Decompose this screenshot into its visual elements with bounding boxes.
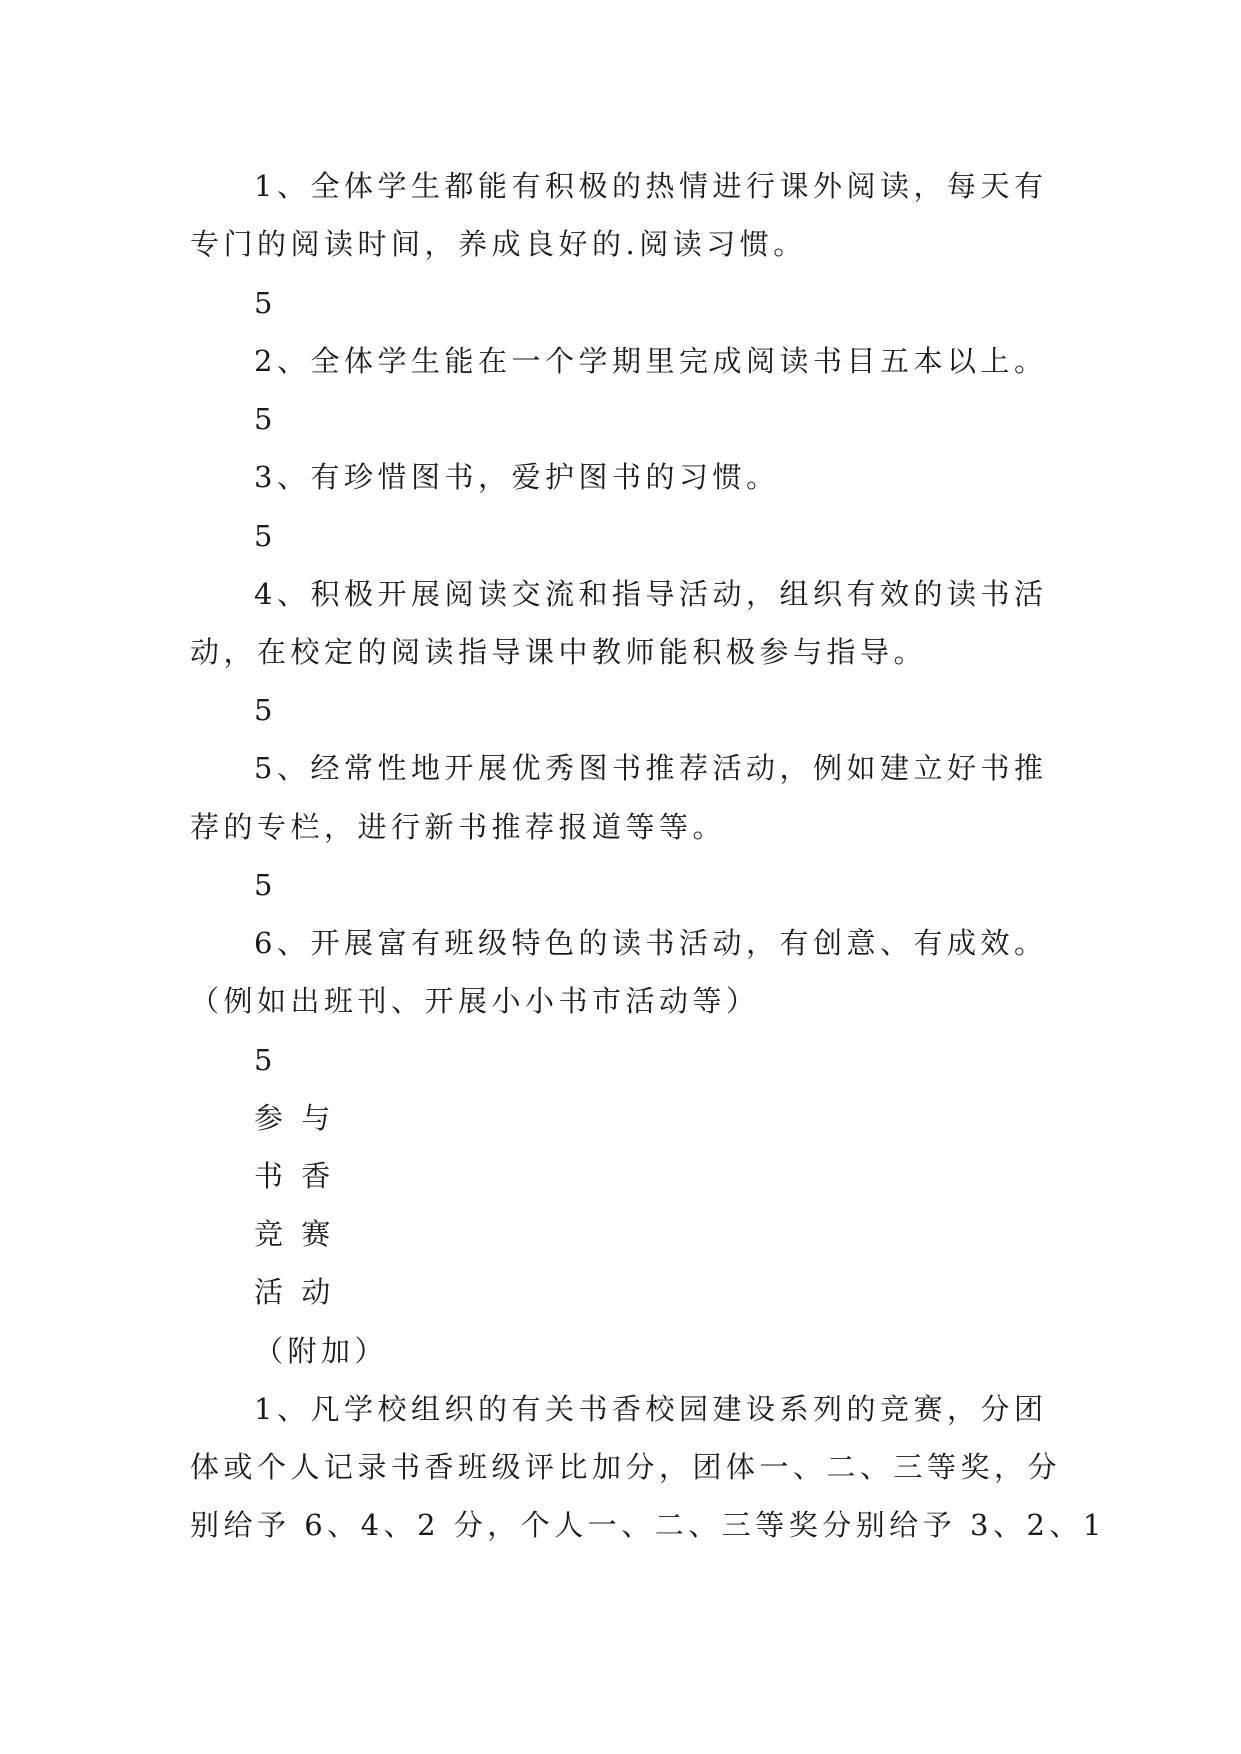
criterion-5-line-1: 5、经常性地开展优秀图书推荐活动，例如建立好书推 (254, 751, 1048, 785)
criterion-1-line-1: 1、全体学生都能有积极的热情进行课外阅读，每天有 (254, 169, 1048, 203)
criterion-2-score: 5 (254, 402, 273, 436)
criterion-4-line-1: 4、积极开展阅读交流和指导活动，组织有效的读书活 (254, 577, 1048, 611)
criterion-6-line-2: （例如出班刊、开展小小书市活动等） (190, 984, 760, 1018)
criterion-1-score: 5 (254, 286, 273, 320)
criterion-2-line-1: 2、全体学生能在一个学期里完成阅读书目五本以上。 (254, 344, 1048, 378)
criterion-4-line-2: 动，在校定的阅读指导课中教师能积极参与指导。 (190, 635, 928, 669)
bonus-rule-line-2: 体或个人记录书香班级评比加分，团体一、二、三等奖，分 (190, 1450, 1062, 1484)
criterion-3-score: 5 (254, 519, 273, 553)
bonus-rule-line-1: 1、凡学校组织的有关书香校园建设系列的竞赛，分团 (254, 1392, 1048, 1426)
criterion-5-score: 5 (254, 868, 273, 902)
category-line-3: 竞 赛 (254, 1217, 335, 1251)
category-note: （附加） (254, 1334, 389, 1368)
criterion-1-line-2: 专门的阅读时间，养成良好的.阅读习惯。 (190, 227, 807, 261)
bonus-rule-line-3: 别给予 6、4、2 分，个人一、二、三等奖分别给予 3、2、1 (190, 1508, 1106, 1542)
criterion-6-line-1: 6、开展富有班级特色的读书活动，有创意、有成效。 (254, 926, 1048, 960)
category-line-2: 书 香 (254, 1159, 335, 1193)
criterion-3-line-1: 3、有珍惜图书，爱护图书的习惯。 (254, 460, 780, 494)
criterion-5-line-2: 荐的专栏，进行新书推荐报道等等。 (190, 810, 727, 844)
criterion-4-score: 5 (254, 693, 273, 727)
category-line-1: 参 与 (254, 1101, 335, 1135)
criterion-6-score: 5 (254, 1043, 273, 1077)
category-line-4: 活 动 (254, 1275, 335, 1309)
